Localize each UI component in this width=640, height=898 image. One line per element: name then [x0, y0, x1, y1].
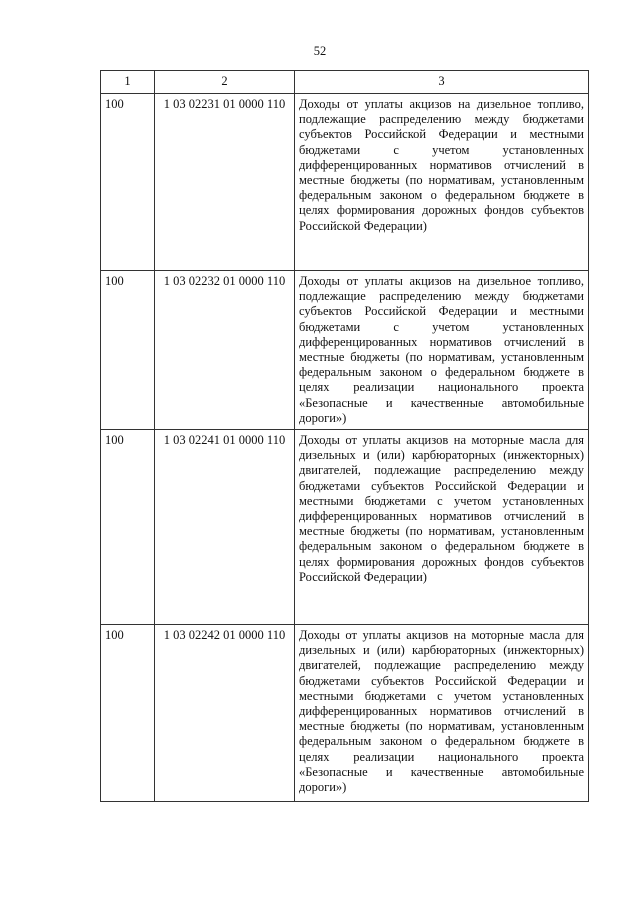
description-cell: Доходы от уплаты акцизов на дизельное топливо, подлежащие распределению между бюджетами субъектов Российской Федерации и местными бюджетами с учетом установленных дифференцированных нормативов отчислений в местные бюджеты (по нормативам, установленным федеральным законом о федеральном бюджете в целях реализации национального проекта «Безопасные и качественные автомобильные дороги») [295, 271, 589, 430]
table-row [101, 430, 589, 625]
revenue-codes-table [100, 70, 589, 802]
table-row [101, 271, 589, 430]
table-row [101, 94, 589, 271]
admin-code-cell: 100 [101, 94, 155, 271]
column-header-3: 3 [295, 71, 589, 94]
table-row [101, 625, 589, 802]
description-cell: Доходы от уплаты акцизов на моторные масла для дизельных и (или) карбюраторных (инжекторных) двигателей, подлежащие распределению между бюджетами субъектов Российской Федерации и местными бюджетами с учетом установленных дифференцированных нормативов отчислений в местные бюджеты (по нормативам, установленным федеральным законом о федеральном бюджете в целях формирования дорожных фондов субъектов Российской Федерации) [295, 430, 589, 625]
budget-code-cell: 1 03 02232 01 0000 110 [155, 271, 295, 430]
admin-code-cell: 100 [101, 625, 155, 802]
admin-code-cell: 100 [101, 430, 155, 625]
page-number: 52 [313, 44, 327, 58]
budget-code-cell: 1 03 02231 01 0000 110 [155, 94, 295, 271]
budget-code-cell: 1 03 02241 01 0000 110 [155, 430, 295, 625]
description-cell: Доходы от уплаты акцизов на дизельное топливо, подлежащие распределению между бюджетами субъектов Российской Федерации и местными бюджетами с учетом установленных дифференцированных нормативов отчислений в местные бюджеты (по нормативам, установленным федеральным законом о федеральном бюджете в целях формирования дорожных фондов субъектов Российской Федерации) [295, 94, 589, 271]
column-header-1: 1 [101, 71, 155, 94]
column-header-2: 2 [155, 71, 295, 94]
description-cell: Доходы от уплаты акцизов на моторные масла для дизельных и (или) карбюраторных (инжекторных) двигателей, подлежащие распределению между бюджетами субъектов Российской Федерации и местными бюджетами с учетом установленных дифференцированных нормативов отчислений в местные бюджеты (по нормативам, установленным федеральным законом о федеральном бюджете в целях реализации национального проекта «Безопасные и качественные автомобильные дороги») [295, 625, 589, 802]
budget-code-cell: 1 03 02242 01 0000 110 [155, 625, 295, 802]
admin-code-cell: 100 [101, 271, 155, 430]
table-header-row [101, 71, 589, 94]
